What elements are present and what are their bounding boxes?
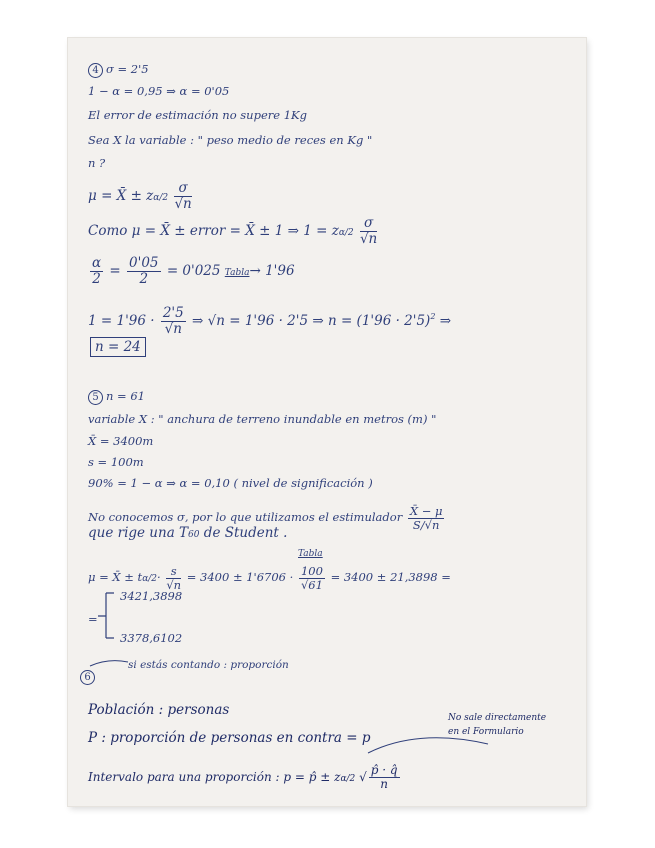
s5-l1: 5 n = 61 — [88, 390, 145, 405]
s4-l7: Como μ = X̄ ± error = X̄ ± 1 ⇒ 1 = zα/2 $\frac{\sigma}{√n}$ — [88, 215, 378, 247]
s6-side1: No sale directamente — [448, 713, 547, 723]
s5-result-lower: 3378,6102 — [120, 631, 183, 645]
s5-l6: No conocemos σ, por lo que utilizamos el estimulador $\frac{X̄ - \mu}{S/√n}$ — [88, 504, 443, 532]
s6-num: 6 — [80, 670, 98, 685]
s5-l8: μ = X̄ ± tα/2· $\frac{s}{√n}$ = 3400 ± 1'6706 · $\frac{100}{√61}$ = 3400 ± 21,3898 = — [88, 564, 451, 592]
s4-l5: n ? — [88, 156, 106, 170]
s6-note: si estás contando : proporción — [128, 659, 289, 671]
results-bracket — [98, 593, 114, 638]
s4-answer: n = 24 — [90, 341, 146, 355]
s5-l2: variable X : " anchura de terreno inundable en metros (m) " — [88, 412, 437, 426]
s4-number: 4 — [88, 63, 103, 78]
s5-eq: = — [88, 612, 98, 626]
s5-result-upper: 3421,3898 — [120, 589, 183, 603]
note-arrow — [90, 661, 128, 666]
s5-tabla: Tabla — [298, 549, 323, 559]
s5-l5: 90% = 1 − α ⇒ α = 0,10 ( nivel de significación ) — [88, 476, 373, 490]
s5-l3: X̄ = 3400m — [88, 434, 154, 448]
s4-l3: El error de estimación no supere 1Kg — [88, 108, 307, 122]
s4-l8: $\frac{\alpha}{2}$ = $\frac{0'05}{2}$ = 0'025 Tabla→ 1'96 — [92, 255, 295, 287]
notebook-page — [68, 38, 586, 806]
s6-l2: P : proporción de personas en contra = p — [88, 730, 371, 746]
s6-l1: Población : personas — [88, 702, 230, 718]
s6-side2: en el Formulario — [448, 727, 524, 737]
s5-number: 5 — [88, 390, 103, 405]
s5-l4: s = 100m — [88, 455, 144, 469]
s4-l9: 1 = 1'96 · $\frac{2'5}{√n}$ ⇒ √n = 1'96 · 2'5 ⇒ $n = (1'96 \cdot 2'5)^2$ ⇒ — [88, 305, 452, 337]
s4-l2: 1 − α = 0,95 ⇒ α = 0'05 — [88, 84, 230, 98]
s5-l7: que rige una T60 de Student . — [88, 525, 288, 541]
s6-l3: Intervalo para una proporción : p = p̂ ± zα/2 √ $\frac{p̂ \cdot q̂}{n}$ — [88, 763, 398, 792]
s4-l1: 4 σ = 2'5 — [88, 63, 149, 78]
note-curve — [368, 738, 488, 753]
s4-l6: μ = X̄ ± zα/2 $\frac{\sigma}{√n}$ — [88, 180, 192, 212]
s4-l4: Sea X la variable : " peso medio de reces en Kg " — [88, 133, 373, 147]
